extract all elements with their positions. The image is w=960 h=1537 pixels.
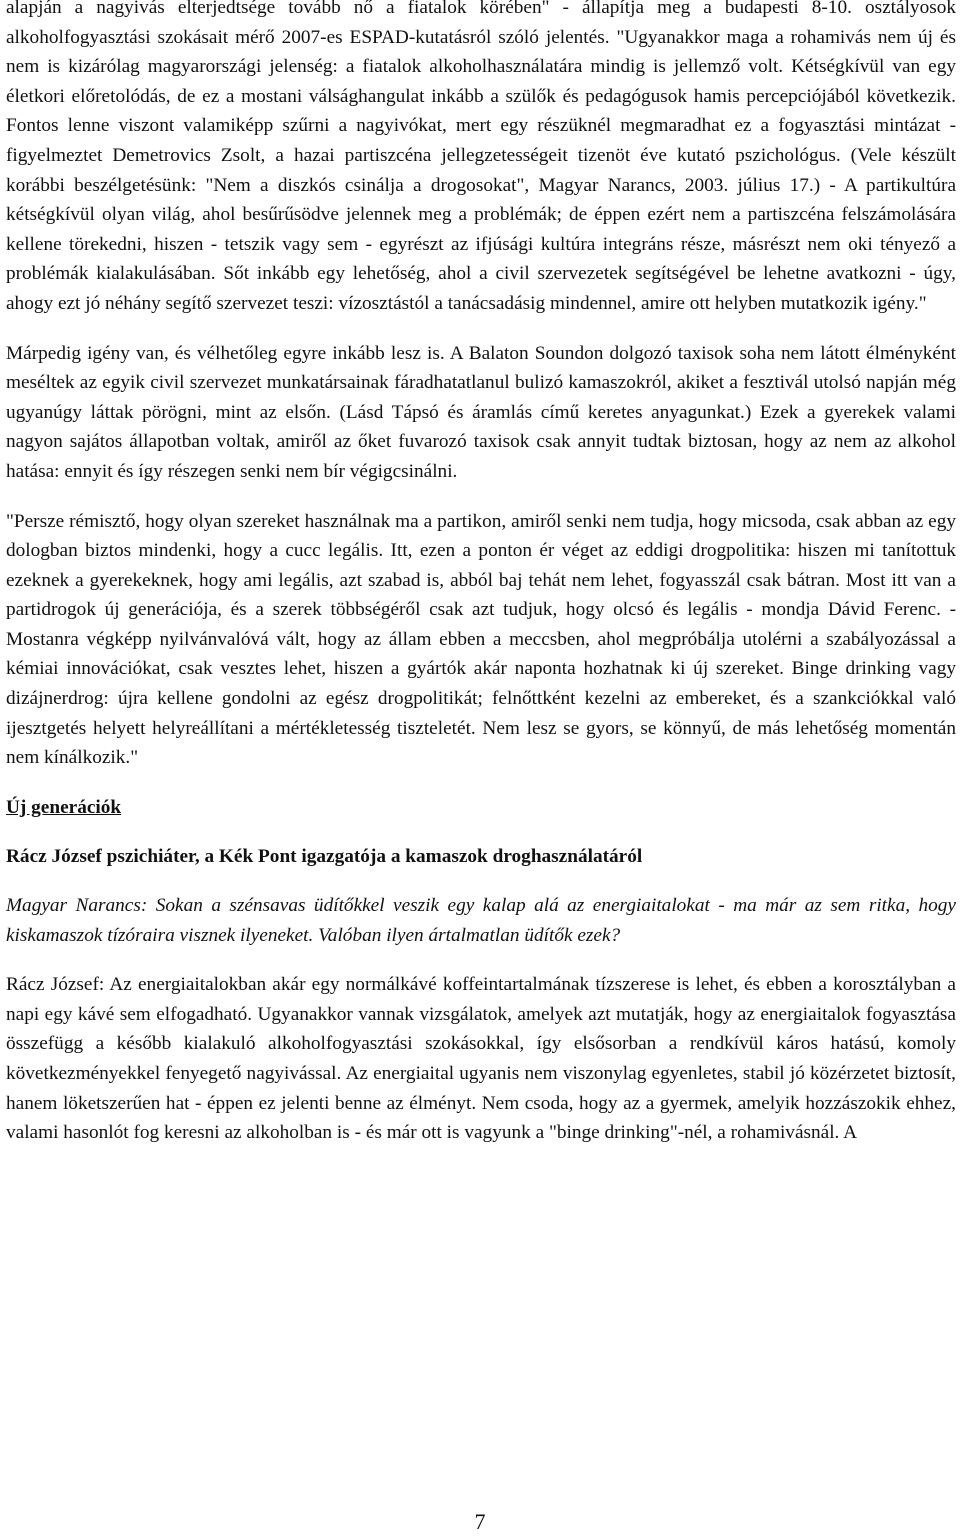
interview-title: Rácz József pszichiáter, a Kék Pont igazgatója a kamaszok droghasználatáról xyxy=(6,846,643,868)
body-paragraph-1: alapján a nagyivás elterjedtsége tovább nő a fiatalok körében" - állapítja meg a budapesti 8-10. osztályosok alkoholfogyasztási szokásait mérő 2007-es ESPAD-kutatásról szóló jelentés. "Ugyanakkor maga a rohamivás nem új és nem is kizárólag magyarországi jelenség: a fiatalok alkoholhasználatára mindig is jellemző volt. Kétségkívül van egy életkori előretolódás, de ez a mostani válsághangulat inkább a szülők és pedagógusok hamis percepciójából következik. Fontos lenne viszont valamiképp szűrni a nagyivókat, mert egy részüknél megmaradhat ez a fogyasztási mintázat - figyelmeztet Demetrovics Zsolt, a hazai partiszcéna jellegzetességeit tizenöt éve kutató pszichológus. (Vele készült korábbi beszélgetésünk: "Nem a diszkós csinálja a drogosokat", Magyar Narancs, 2003. július 17.) - A partikultúra kétségkívül olyan világ, ahol besűrűsödve jelennek meg a problémák; de éppen ezért nem a partiszcéna felszámolására kellene törekedni, hiszen - tetszik vagy sem - egyrészt az ifjúsági kultúra integráns része, másrészt nem oki tényező a problémák kialakulásában. Sőt inkább egy lehetőség, ahol a civil szervezetek segítségével be lehetne avatkozni - úgy, ahogy ezt jó néhány segítő szervezet teszi: vízosztástól a tanácsadásig mindennel, amire ott helyben mutatkozik igény." xyxy=(6,0,956,314)
interview-answer: Rácz József: Az energiaitalokban akár egy normálkávé koffeintartalmának tízszerese is lehet, és ebben a korosztályban a napi egy kávé sem elfogadható. Ugyanakkor vannak vizsgálatok, amelyek azt mutatják, hogy az energiaitalok fogyasztása összefügg a később kialakuló alkoholfogyasztási szokásokkal, így elsősorban a rendkívül káros hatású, komoly következményekkel fenyegető nagyivással. Az energiaital ugyanis nem viszonylag egyenletes, stabil jó közérzetet biztosít, hanem löketszerűen hat - éppen ez jelenti benne az élményt. Nem csoda, hogy az a gyermek, amelyik hozzászokik ehhez, valami hasonlót fog keresni az alkoholban is - és már ott is vagyunk a "binge drinking"-nél, a rohamivásnál. A xyxy=(6,974,956,1144)
document-page xyxy=(6,0,956,1148)
interview-question: Magyar Narancs: Sokan a szénsavas üdítőkkel veszik egy kalap alá az energiaitalokat - ma már az sem ritka, hogy kiskamaszok tízóraira visznek ilyeneket. Valóban ilyen ártalmatlan üdítők ezek? xyxy=(6,895,956,946)
page-number: 7 xyxy=(474,1509,486,1534)
body-paragraph-3: "Persze rémisztő, hogy olyan szereket használnak ma a partikon, amiről senki nem tudja, hogy micsoda, csak abban az egy dologban biztos mindenki, hogy a cucc legális. Itt, ezen a ponton ér véget az eddigi drogpolitika: hiszen mi tanítottuk ezeknek a gyerekeknek, hogy ami legális, azt szabad is, abból baj tehát nem lehet, fogyasszál csak bátran. Most itt van a partidrogok új generációja, és a szerek többségéről csak azt tudjuk, hogy olcsó és legális - mondja Dávid Ferenc. - Mostanra végképp nyilvánvalóvá vált, hogy az állam ebben a meccsben, ahol megpróbálja utolérni a szabályozással a kémiai innovációkat, csak vesztes lehet, hiszen a gyártók akár naponta hozhatnak ki új szereket. Binge drinking vagy dizájnerdrog: újra kellene gondolni az egész drogpolitikát; felnőttként kezelni az embereket, és a szankciókkal való ijesztgetés helyett helyreállítani a mértékletesség tiszteletét. Nem lesz se gyors, se könnyű, de más lehetőség momentán nem kínálkozik." xyxy=(6,510,956,769)
section-title: Új generációk xyxy=(6,796,122,818)
body-paragraph-2: Márpedig igény van, és vélhetőleg egyre inkább lesz is. A Balaton Soundon dolgozó taxisok soha nem látott élményként meséltek az egyik civil szervezet munkatársainak fáradhatatlanul bulizó kamaszokról, akiket a fesztivál utolsó napján még ugyanúgy láttak pörögni, mint az elsőn. (Lásd Tápsó és áramlás című keretes anyagunkat.) Ezek a gyerekek valami nagyon sajátos állapotban voltak, amiről az őket fuvarozó taxisok csak annyit tudtak biztosan, hogy az nem az alkohol hatása: ennyit és így részegen senki nem bír végigcsinálni. xyxy=(6,342,956,482)
